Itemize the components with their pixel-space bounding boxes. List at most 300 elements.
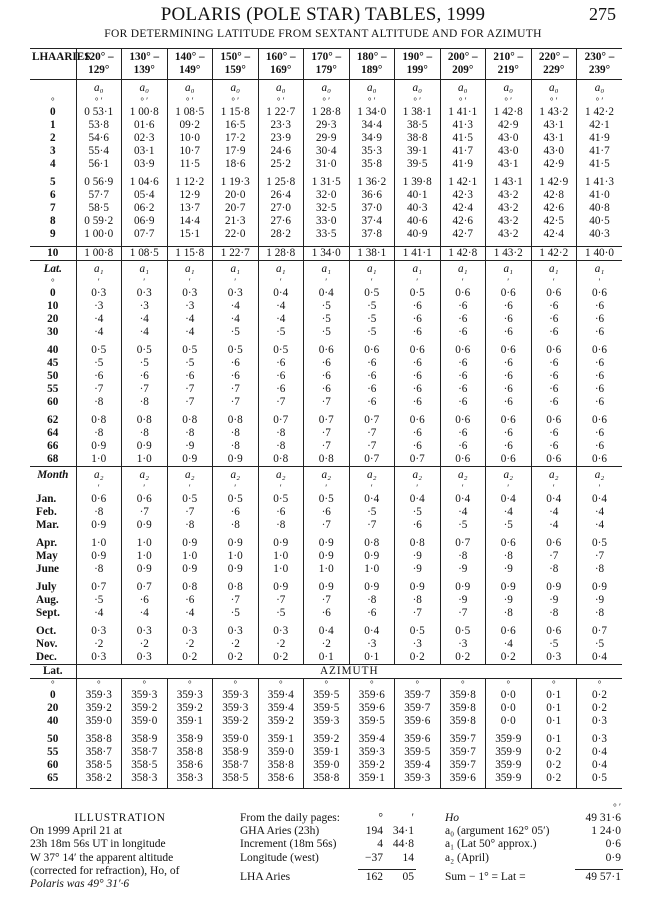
lat-value: 20 xyxy=(30,702,76,715)
a2-value: 0·6 xyxy=(486,625,532,638)
a0-value: 1 04·6 xyxy=(122,176,168,189)
a2-value: ·5 xyxy=(577,638,623,651)
a0-value: 34·4 xyxy=(349,119,395,132)
a1-value: ·6 xyxy=(395,427,441,440)
column-header-top: 170° – xyxy=(311,51,342,63)
lat-value: 66 xyxy=(30,440,76,453)
unit-cell: ′ xyxy=(349,483,395,493)
a1-value: ·6 xyxy=(486,357,532,370)
a1-value: ·4 xyxy=(258,313,304,326)
a1-value: ·3 xyxy=(76,300,122,313)
a0-value: 27·6 xyxy=(258,215,304,228)
azimuth-value: 358·5 xyxy=(213,772,259,785)
a1-value: ·3 xyxy=(122,300,168,313)
a0-value: 02·3 xyxy=(122,132,168,145)
column-header-top: 130° – xyxy=(129,51,160,63)
a1-value: ·6 xyxy=(304,383,350,396)
unit-cell: ′ xyxy=(122,277,168,287)
a0-value: 41·3 xyxy=(440,119,486,132)
a2-value: ·5 xyxy=(395,506,441,519)
a1-value: ·5 xyxy=(349,326,395,339)
a2-value: ·2 xyxy=(122,638,168,651)
a1-value: 0·7 xyxy=(258,414,304,427)
a1-value: ·7 xyxy=(167,383,213,396)
a1-value: 0·8 xyxy=(304,453,350,467)
a0-value: 29·3 xyxy=(304,119,350,132)
calc-value xyxy=(573,812,621,825)
a0-value: 42·4 xyxy=(440,202,486,215)
a0-value: 41·7 xyxy=(440,145,486,158)
column-header-bottom: 149° xyxy=(179,64,201,76)
a1-value: ·8 xyxy=(76,396,122,409)
a0-value: 42·5 xyxy=(531,215,577,228)
a2-value: 0·9 xyxy=(304,550,350,563)
a2-value: 0·3 xyxy=(122,625,168,638)
a1-value: ·4 xyxy=(213,300,259,313)
symbol-cell: a₁ xyxy=(395,261,441,278)
a1-value: ·4 xyxy=(167,313,213,326)
a2-value: ·6 xyxy=(304,607,350,620)
a1-value: ·6 xyxy=(440,396,486,409)
a0-value: 23·3 xyxy=(258,119,304,132)
a2-value: 0·5 xyxy=(304,493,350,506)
unit-cell: ′ xyxy=(395,483,441,493)
lha-value: 10 xyxy=(30,247,76,261)
a0-value: 43·1 xyxy=(531,132,577,145)
a1-value: ·6 xyxy=(440,383,486,396)
illustration-line: (corrected for refraction), Ho, of xyxy=(30,864,180,877)
a1-value: 0·6 xyxy=(486,344,532,357)
a1-value: ·6 xyxy=(440,440,486,453)
a2-value: 0·3 xyxy=(213,625,259,638)
daily-pages-calc xyxy=(240,812,430,884)
a1-value: ·8 xyxy=(258,427,304,440)
a2-value: 0·9 xyxy=(76,519,122,532)
a0-value: 42·4 xyxy=(531,228,577,241)
symbol-cell: a₁ xyxy=(167,261,213,278)
lat-value: 65 xyxy=(30,772,76,785)
a1-value: ·4 xyxy=(122,313,168,326)
symbol-cell: a₂ xyxy=(213,467,259,484)
lha-value: 6 xyxy=(30,189,76,202)
azimuth-value: 358·3 xyxy=(122,772,168,785)
a1-value: ·7 xyxy=(304,396,350,409)
unit-cell: ′ xyxy=(258,483,304,493)
month-value: Oct. xyxy=(30,625,76,638)
a1-value: ·6 xyxy=(577,396,623,409)
a1-value: ·5 xyxy=(167,357,213,370)
a2-value: 0·9 xyxy=(258,537,304,550)
a1-value: ·5 xyxy=(76,357,122,370)
calc-label: a₂ (April) xyxy=(445,851,489,864)
a1-value: ·6 xyxy=(395,396,441,409)
a2-value: 0·1 xyxy=(349,651,395,665)
a0-value: 39·5 xyxy=(395,158,441,171)
a1-value: ·6 xyxy=(531,300,577,313)
a1-value: ·6 xyxy=(395,383,441,396)
azimuth-value: 358·8 xyxy=(258,759,304,772)
spacer-cell xyxy=(440,785,486,789)
lat-value: 45 xyxy=(30,357,76,370)
azimuth-value: 359·3 xyxy=(167,689,213,702)
a2-value: ·4 xyxy=(486,638,532,651)
a2-value: ·9 xyxy=(440,563,486,576)
a0-value: 40·8 xyxy=(577,202,623,215)
a2-value: 1·0 xyxy=(258,563,304,576)
a2-value: ·6 xyxy=(213,506,259,519)
lat-value: 0 xyxy=(30,287,76,300)
column-header-bottom: 129° xyxy=(88,64,110,76)
a0-value: 27·0 xyxy=(258,202,304,215)
symbol-cell: a₀ xyxy=(167,80,213,97)
a0-value: 06·9 xyxy=(122,215,168,228)
azimuth-value: 359·2 xyxy=(258,715,304,728)
spacer-cell xyxy=(304,785,350,789)
symbol-cell: a₀ xyxy=(349,80,395,97)
page-header xyxy=(0,0,646,44)
a1-value: ·7 xyxy=(167,396,213,409)
symbol-cell: a₂ xyxy=(258,467,304,484)
a0-value: 33·0 xyxy=(304,215,350,228)
a1-value: ·7 xyxy=(349,440,395,453)
unit-cell: ′ xyxy=(258,277,304,287)
a1-value: 0·7 xyxy=(349,453,395,467)
azimuth-value: 358·8 xyxy=(76,733,122,746)
azimuth-value: 358·2 xyxy=(76,772,122,785)
a0-value: 1 43·2 xyxy=(486,247,532,261)
a2-value: 0·3 xyxy=(122,651,168,665)
a2-value: 0·4 xyxy=(486,493,532,506)
a2-value: ·2 xyxy=(213,638,259,651)
a1-value: ·6 xyxy=(349,383,395,396)
azimuth-value: 358·5 xyxy=(76,759,122,772)
a0-value: 42·9 xyxy=(486,119,532,132)
a0-value: 1 22·7 xyxy=(213,247,259,261)
lha-min: 05 xyxy=(402,870,414,883)
a1-value: 0·5 xyxy=(258,344,304,357)
a0-value: 1 43·2 xyxy=(531,106,577,119)
spacer-cell xyxy=(349,785,395,789)
a2-value: ·8 xyxy=(531,607,577,620)
a0-value: 41·9 xyxy=(440,158,486,171)
a2-value: 0·6 xyxy=(76,493,122,506)
spacer-cell xyxy=(395,785,441,789)
a2-value: 0·7 xyxy=(122,581,168,594)
a0-value: 1 38·1 xyxy=(395,106,441,119)
a0-value: 56·1 xyxy=(76,158,122,171)
a0-value: 1 15·8 xyxy=(167,247,213,261)
calc-deg: 4 xyxy=(377,838,383,851)
azimuth-value: 359·0 xyxy=(122,715,168,728)
a0-value: 10·0 xyxy=(167,132,213,145)
unit-cell: ° xyxy=(30,679,76,690)
azimuth-value: 0·1 xyxy=(531,702,577,715)
unit-cell: ′ xyxy=(304,277,350,287)
a2-value: ·8 xyxy=(395,594,441,607)
symbol-cell: a₂ xyxy=(122,467,168,484)
a2-value: ·2 xyxy=(304,638,350,651)
a1-value: ·6 xyxy=(486,427,532,440)
azimuth-value: 0·1 xyxy=(531,715,577,728)
a0-value: 06·2 xyxy=(122,202,168,215)
azimuth-value: 359·8 xyxy=(440,715,486,728)
sum-value xyxy=(573,871,621,884)
symbol-cell: a₁ xyxy=(258,261,304,278)
a2-value: ·8 xyxy=(486,607,532,620)
a1-value: 0·6 xyxy=(440,287,486,300)
a0-value: 55·4 xyxy=(76,145,122,158)
empty-cell xyxy=(30,80,76,97)
column-header-bottom: 189° xyxy=(361,64,383,76)
a1-value: 0·3 xyxy=(76,287,122,300)
spacer-cell xyxy=(167,785,213,789)
a1-value: 0·9 xyxy=(122,440,168,453)
azimuth-value: 359·2 xyxy=(167,702,213,715)
a0-value: 0 59·2 xyxy=(76,215,122,228)
a2-value: 1·0 xyxy=(167,550,213,563)
a2-value: 0·8 xyxy=(167,581,213,594)
a2-value: 0·4 xyxy=(395,493,441,506)
a2-value: ·7 xyxy=(258,594,304,607)
column-header-top: 120° – xyxy=(83,51,114,63)
a1-value: 0·8 xyxy=(258,453,304,467)
a1-value: 0·4 xyxy=(304,287,350,300)
page-subtitle: FOR DETERMINING LATITUDE FROM SEXTANT ALTITUDE AND FOR AZIMUTH xyxy=(104,28,542,40)
a0-value: 1 43·1 xyxy=(486,176,532,189)
symbol-cell: a₀ xyxy=(304,80,350,97)
spacer-cell xyxy=(577,785,623,789)
azimuth-value: 358·9 xyxy=(122,733,168,746)
unit-cell: ° ′ xyxy=(486,96,532,106)
a1-value: ·6 xyxy=(440,300,486,313)
month-value: July xyxy=(30,581,76,594)
azimuth-value: 359·7 xyxy=(440,733,486,746)
a0-value: 25·2 xyxy=(258,158,304,171)
a1-value: ·6 xyxy=(440,427,486,440)
column-header xyxy=(213,49,259,80)
a1-value: ·4 xyxy=(76,313,122,326)
symbol-cell: a₁ xyxy=(213,261,259,278)
a2-value: 0·2 xyxy=(395,651,441,665)
azimuth-value: 359·9 xyxy=(486,772,532,785)
a2-value: ·7 xyxy=(304,519,350,532)
a1-value: ·6 xyxy=(531,326,577,339)
symbol-cell: a₀ xyxy=(577,80,623,97)
a0-value: 29·9 xyxy=(304,132,350,145)
a1-value: 0·7 xyxy=(349,414,395,427)
azimuth-value: 359·3 xyxy=(349,746,395,759)
a1-value: ·6 xyxy=(304,370,350,383)
unit-cell: ′ xyxy=(167,483,213,493)
a0-value: 31·0 xyxy=(304,158,350,171)
symbol-cell: a₀ xyxy=(258,80,304,97)
a2-value: ·8 xyxy=(486,550,532,563)
unit-cell: ° xyxy=(167,679,213,690)
daily-heading: From the daily pages: xyxy=(240,812,340,824)
a2-value: ·5 xyxy=(76,594,122,607)
a0-value: 1 34·0 xyxy=(304,247,350,261)
month-value: May xyxy=(30,550,76,563)
a2-value: 0·4 xyxy=(577,651,623,665)
lha-value: 4 xyxy=(30,158,76,171)
a0-value: 42·1 xyxy=(577,119,623,132)
a1-value: ·4 xyxy=(122,326,168,339)
a1-value: 0·6 xyxy=(486,453,532,467)
a1-value: ·7 xyxy=(213,383,259,396)
a2-value: ·8 xyxy=(76,506,122,519)
corner-label-aries: ARIES xyxy=(56,51,91,63)
a0-value: 12·9 xyxy=(167,189,213,202)
a0-value: 07·7 xyxy=(122,228,168,241)
a2-value: ·4 xyxy=(440,506,486,519)
a2-value: 0·7 xyxy=(577,625,623,638)
a0-value: 1 28·8 xyxy=(304,106,350,119)
spacer-cell xyxy=(213,785,259,789)
unit-cell: ° xyxy=(304,679,350,690)
a1-value: ·6 xyxy=(486,383,532,396)
a0-value: 43·1 xyxy=(531,119,577,132)
a2-value: 1·0 xyxy=(76,537,122,550)
lat-value: 40 xyxy=(30,344,76,357)
a0-value: 03·1 xyxy=(122,145,168,158)
a1-value: 1·0 xyxy=(122,453,168,467)
a2-value: 0·8 xyxy=(213,581,259,594)
a2-value: 0·9 xyxy=(577,581,623,594)
spacer-cell xyxy=(258,785,304,789)
unit-cell: ° xyxy=(395,679,441,690)
a2-value: 0·4 xyxy=(577,493,623,506)
calc-min: 44·8 xyxy=(392,838,414,851)
a0-value: 1 42·9 xyxy=(531,176,577,189)
a0-value: 1 25·8 xyxy=(258,176,304,189)
symbol-cell: a₂ xyxy=(440,467,486,484)
calc-min: 34·1 xyxy=(392,825,414,838)
a0-value: 1 39·8 xyxy=(395,176,441,189)
a2-value: 0·9 xyxy=(486,581,532,594)
a1-value: ·6 xyxy=(258,370,304,383)
month-value: Apr. xyxy=(30,537,76,550)
azimuth-title: AZIMUTH xyxy=(76,665,622,679)
a2-value: ·8 xyxy=(213,519,259,532)
azimuth-value: 0·1 xyxy=(531,733,577,746)
a0-value: 13·7 xyxy=(167,202,213,215)
a2-value: 0·7 xyxy=(440,537,486,550)
a0-value: 21·3 xyxy=(213,215,259,228)
a1-value: ·6 xyxy=(486,396,532,409)
a2-value: ·9 xyxy=(531,594,577,607)
unit-cell: ° ′ xyxy=(304,96,350,106)
illustration-line: On 1999 April 21 at xyxy=(30,825,122,838)
a1-value: ·6 xyxy=(349,396,395,409)
unit-cell: ′ xyxy=(122,483,168,493)
unit-cell: ° xyxy=(577,679,623,690)
a1-value: ·6 xyxy=(531,440,577,453)
a1-value: ·5 xyxy=(349,313,395,326)
a0-value: 1 40·0 xyxy=(577,247,623,261)
azimuth-value: 358·9 xyxy=(167,733,213,746)
a0-value: 30·4 xyxy=(304,145,350,158)
azimuth-value: 0·3 xyxy=(577,715,623,728)
a2-value: ·7 xyxy=(213,594,259,607)
unit-cell: ° xyxy=(349,679,395,690)
a2-value: 0·3 xyxy=(531,651,577,665)
a2-value: 0·9 xyxy=(76,550,122,563)
illustration-line: Polaris was 49° 31′·6 xyxy=(30,878,130,891)
azimuth-value: 0·4 xyxy=(577,759,623,772)
month-value: Nov. xyxy=(30,638,76,651)
a2-value: 0·6 xyxy=(531,625,577,638)
a2-value: 0·2 xyxy=(486,651,532,665)
column-header-bottom: 139° xyxy=(133,64,155,76)
azimuth-value: 0·5 xyxy=(577,772,623,785)
a0-value: 1 08·5 xyxy=(122,247,168,261)
a2-value: ·9 xyxy=(486,594,532,607)
column-header xyxy=(440,49,486,80)
a1-value: ·7 xyxy=(76,383,122,396)
a2-value: ·3 xyxy=(395,638,441,651)
a2-value: 0·8 xyxy=(349,537,395,550)
right-units: ° ′ xyxy=(613,802,621,812)
calc-min: 31·6 xyxy=(599,812,621,824)
a1-value: 0·8 xyxy=(76,414,122,427)
a2-value: 0·9 xyxy=(213,537,259,550)
a0-value: 1 12·2 xyxy=(167,176,213,189)
symbol-cell: a₁ xyxy=(486,261,532,278)
a0-value: 1 42·2 xyxy=(577,106,623,119)
a0-value: 1 08·5 xyxy=(167,106,213,119)
spacer-cell xyxy=(531,785,577,789)
a2-value: ·4 xyxy=(167,607,213,620)
a0-value: 32·0 xyxy=(304,189,350,202)
unit-cell: ° ′ xyxy=(213,96,259,106)
a2-value: ·5 xyxy=(531,638,577,651)
a2-value: 0·2 xyxy=(258,651,304,665)
azimuth-value: 359·1 xyxy=(349,772,395,785)
unit-cell: ° xyxy=(258,679,304,690)
a1-value: ·6 xyxy=(531,383,577,396)
a1-value: ·6 xyxy=(577,383,623,396)
a1-value: ·6 xyxy=(395,300,441,313)
a2-value: 0·9 xyxy=(258,581,304,594)
column-header-bottom: 229° xyxy=(543,64,565,76)
a1-value: 0·6 xyxy=(440,453,486,467)
azimuth-value: 358·7 xyxy=(76,746,122,759)
a2-value: 0·5 xyxy=(213,493,259,506)
a2-value: 0·2 xyxy=(440,651,486,665)
a0-value: 20·7 xyxy=(213,202,259,215)
a0-value: 40·3 xyxy=(577,228,623,241)
a1-value: 0·6 xyxy=(531,414,577,427)
column-header-top: 160° – xyxy=(265,51,296,63)
azimuth-value: 359·7 xyxy=(395,689,441,702)
symbol-cell: a₂ xyxy=(167,467,213,484)
a0-value: 26·4 xyxy=(258,189,304,202)
month-value: Sept. xyxy=(30,607,76,620)
a2-value: 0·7 xyxy=(76,581,122,594)
a0-value: 1 00·8 xyxy=(122,106,168,119)
azimuth-value: 359·3 xyxy=(304,715,350,728)
a0-value: 10·7 xyxy=(167,145,213,158)
lat-value: 62 xyxy=(30,414,76,427)
a2-value: ·8 xyxy=(349,594,395,607)
latitude-calc xyxy=(445,802,623,884)
a1-value: ·6 xyxy=(395,357,441,370)
azimuth-value: 359·8 xyxy=(440,689,486,702)
unit-cell: ° xyxy=(30,277,76,287)
azimuth-value: 359·1 xyxy=(258,733,304,746)
a1-value: ·9 xyxy=(167,440,213,453)
azimuth-value: 358·9 xyxy=(213,746,259,759)
